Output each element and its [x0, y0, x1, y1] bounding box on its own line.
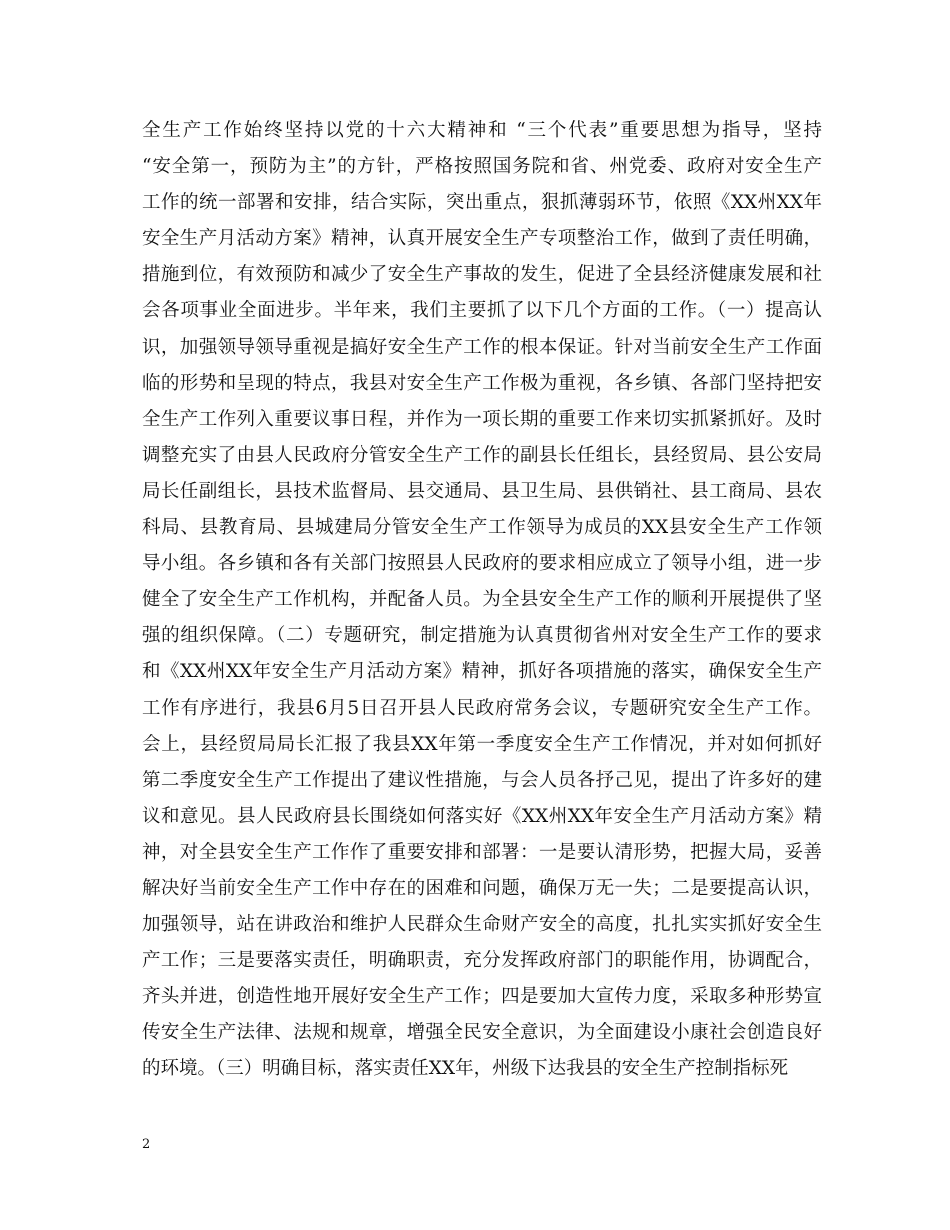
text-line: 齐头并进，创造性地开展好安全生产工作；四是要加大宣传力度，采取多种形势宣: [142, 986, 822, 1008]
text-line: 和《XX州XX年安全生产月活动方案》精神，抓好各项措施的落实，确保安全生产: [142, 661, 822, 683]
text-line: 神，对全县安全生产工作作了重要安排和部署：一是要认清形势，把握大局，妥善: [142, 841, 822, 863]
text-line: 全生产工作始终坚持以党的十六大精神和 “三个代表”重要思想为指导，坚持: [142, 120, 822, 141]
text-line: 第二季度安全生产工作提出了建议性措施，与会人员各抒己见，提出了许多好的建: [142, 769, 822, 791]
text-line: 导小组。各乡镇和各有关部门按照县人民政府的要求相应成立了领导小组，进一步: [142, 553, 822, 575]
text-line: 会各项事业全面进步。半年来，我们主要抓了以下几个方面的工作。（一）提高认: [142, 300, 822, 322]
text-line: 工作的统一部署和安排，结合实际，突出重点，狠抓薄弱环节，依照《XX州XX年: [142, 192, 822, 214]
text-line: 局长任副组长，县技术监督局、县交通局、县卫生局、县供销社、县工商局、县农: [142, 480, 822, 502]
text-line: 议和意见。县人民政府县长围绕如何落实好《XX州XX年安全生产月活动方案》精: [142, 805, 822, 827]
text-line: “安全第一，预防为主”的方针，严格按照国务院和省、州党委、政府对安全生产: [142, 156, 822, 178]
text-line: 措施到位，有效预防和减少了安全生产事故的发生，促进了全县经济健康发展和社: [142, 264, 822, 286]
body-text: [142, 113, 822, 1088]
text-line: 识，加强领导领导重视是搞好安全生产工作的根本保证。针对当前安全生产工作面: [142, 336, 822, 358]
text-line: 会上，县经贸局局长汇报了我县XX年第一季度安全生产工作情况，并对如何抓好: [142, 733, 822, 755]
text-line: 工作有序进行，我县6月5日召开县人民政府常务会议，专题研究安全生产工作。: [142, 697, 822, 719]
text-line: 全生产工作列入重要议事日程，并作为一项长期的重要工作来切实抓紧抓好。及时: [142, 408, 822, 430]
text-line: 传安全生产法律、法规和规章，增强全民安全意识，为全面建设小康社会创造良好: [142, 1022, 822, 1044]
text-line: 安全生产月活动方案》精神，认真开展安全生产专项整治工作，做到了责任明确，: [142, 228, 822, 250]
text-line: 调整充实了由县人民政府分管安全生产工作的副县长任组长，县经贸局、县公安局: [142, 444, 822, 466]
text-line: 解决好当前安全生产工作中存在的困难和问题，确保万无一失；二是要提高认识，: [142, 877, 822, 899]
page-number: 2: [142, 1137, 151, 1152]
text-line: 临的形势和呈现的特点，我县对安全生产工作极为重视，各乡镇、各部门坚持把安: [142, 372, 822, 394]
text-line: 的环境。（三）明确目标，落实责任XX年，州级下达我县的安全生产控制指标死: [142, 1058, 789, 1080]
text-line: 产工作；三是要落实责任，明确职责，充分发挥政府部门的职能作用，协调配合，: [142, 950, 822, 972]
text-line: 科局、县教育局、县城建局分管安全生产工作领导为成员的XX县安全生产工作领: [142, 517, 822, 539]
text-line: 强的组织保障。（二）专题研究，制定措施为认真贯彻省州对安全生产工作的要求: [142, 625, 822, 647]
text-line: 健全了安全生产工作机构，并配备人员。为全县安全生产工作的顺利开展提供了坚: [142, 589, 822, 611]
text-line: 加强领导，站在讲政治和维护人民群众生命财产安全的高度，扎扎实实抓好安全生: [142, 914, 822, 936]
